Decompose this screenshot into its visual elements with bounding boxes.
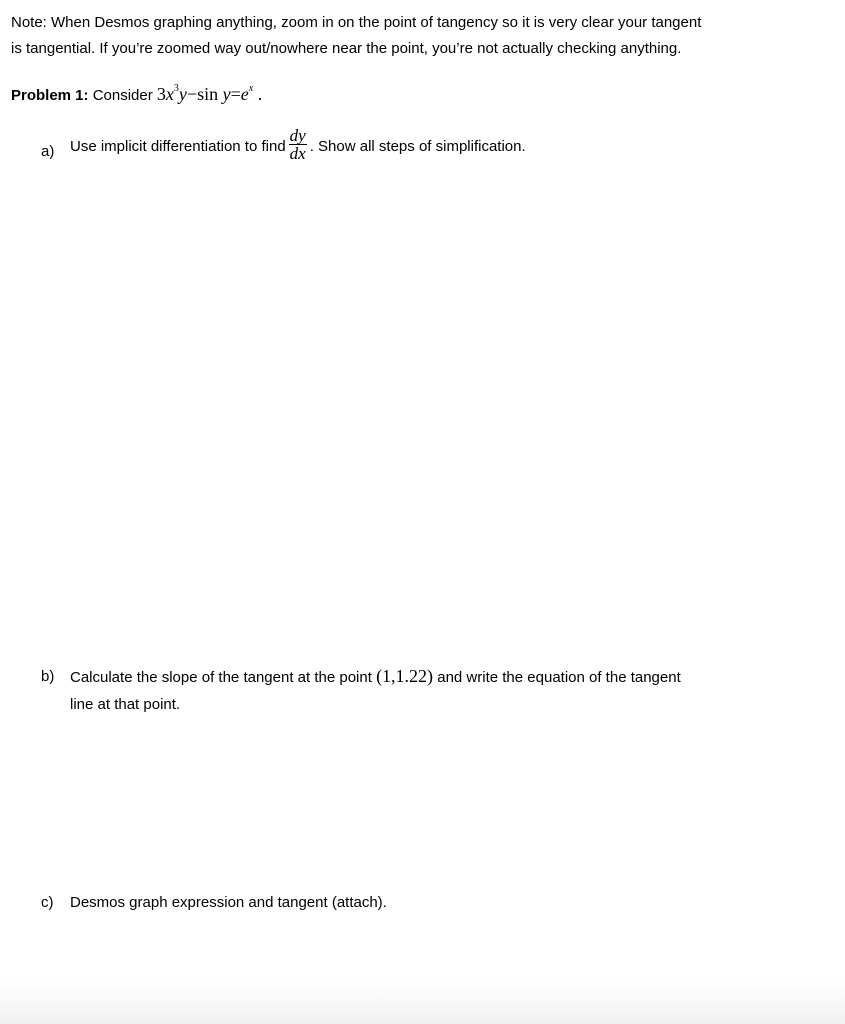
tangent-point: (1,1.22) — [376, 666, 434, 686]
eq-e-exponent: x — [248, 83, 254, 94]
note-line-2: is tangential. If you’re zoomed way out/nowhere near the point, you’re not actually checking anything. — [11, 40, 682, 57]
problem-equation — [157, 84, 262, 104]
part-b-text-after: and write the equation of the tangent — [437, 669, 681, 686]
eq-period: . — [257, 84, 263, 104]
dy-dx-fraction — [289, 127, 307, 162]
part-a-label: a) — [41, 143, 55, 160]
part-b-text-line-1 — [70, 666, 681, 687]
problem-intro: Consider — [92, 87, 153, 104]
part-b-label: b) — [41, 668, 55, 685]
problem-label: Problem 1: — [11, 87, 89, 104]
eq-e: e — [240, 84, 249, 104]
page-bottom-fade — [0, 980, 845, 1024]
eq-x: x — [165, 84, 174, 104]
eq-y2: y — [222, 84, 231, 104]
eq-equals: = — [230, 84, 241, 104]
eq-coefficient: 3 — [156, 84, 166, 104]
part-b-text-line-2: line at that point. — [70, 696, 181, 713]
eq-sin: sin — [197, 84, 219, 104]
eq-minus: − — [186, 84, 198, 104]
fraction-denominator: dx — [289, 144, 306, 163]
eq-x-exponent: 3 — [173, 83, 179, 94]
part-b-text-before: Calculate the slope of the tangent at the point — [70, 669, 372, 686]
fraction-numerator: dy — [289, 126, 306, 145]
part-a-text-after: . Show all steps of simplification. — [309, 138, 526, 155]
eq-y: y — [178, 84, 187, 104]
part-c-label: c) — [41, 894, 54, 911]
note-line-1: Note: When Desmos graphing anything, zoom in on the point of tangency so it is very clear your tangent — [11, 14, 702, 31]
part-c-text: Desmos graph expression and tangent (attach). — [70, 894, 387, 911]
part-a-text-before: Use implicit differentiation to find — [70, 138, 286, 155]
part-a-text — [70, 126, 526, 164]
problem-heading — [11, 84, 262, 105]
